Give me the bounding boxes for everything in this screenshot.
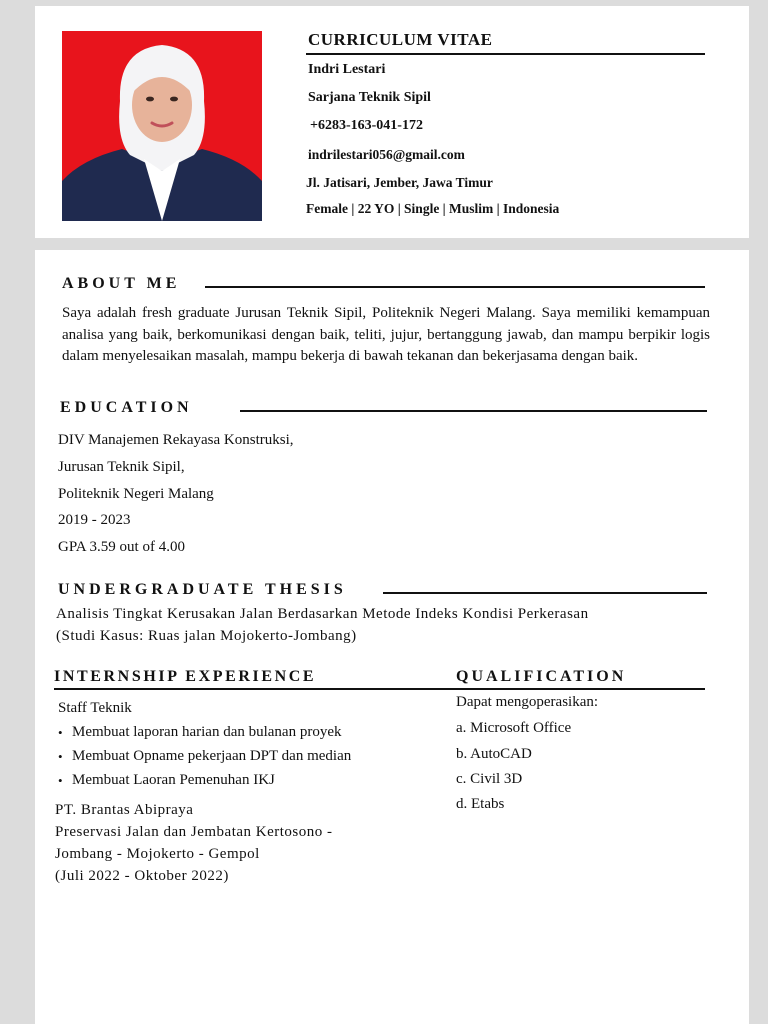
internship-task: • Membuat Opname pekerjaan DPT dan median <box>72 748 351 765</box>
title-divider <box>306 53 705 55</box>
qualification-item: d. Etabs <box>456 796 505 812</box>
thesis-case-study: (Studi Kasus: Ruas jalan Mojokerto-Jombang) <box>56 628 357 644</box>
internship-project: Jombang - Mojokerto - Gempol <box>55 846 260 862</box>
qualification-item: c. Civil 3D <box>456 771 523 787</box>
education-line: Jurusan Teknik Sipil, <box>58 459 185 475</box>
degree: Sarjana Teknik Sipil <box>308 90 431 105</box>
internship-role: Staff Teknik <box>58 700 132 716</box>
education-line: 2019 - 2023 <box>58 512 131 528</box>
qualification-heading: QUALIFICATION <box>456 668 627 685</box>
email-address: indrilestari056@gmail.com <box>308 147 465 162</box>
phone-number: +6283-163-041-172 <box>310 118 423 133</box>
about-me-heading: ABOUT ME <box>62 275 181 292</box>
qualification-intro: Dapat mengoperasikan: <box>456 694 599 710</box>
thesis-divider <box>383 592 707 594</box>
full-name: Indri Lestari <box>308 62 386 77</box>
education-heading: EDUCATION <box>60 399 193 416</box>
profile-photo <box>62 31 262 221</box>
internship-period: (Juli 2022 - Oktober 2022) <box>55 868 229 884</box>
qualification-divider <box>456 688 705 690</box>
internship-task: • Membuat Laoran Pemenuhan IKJ <box>72 772 275 789</box>
education-line: DIV Manajemen Rekayasa Konstruksi, <box>58 432 294 448</box>
internship-divider <box>54 688 464 690</box>
about-me-text: Saya adalah fresh graduate Jurusan Teknik Sipil, Politeknik Negeri Malang. Saya memiliki kemampuan analisa yang baik, berkomunikasi dengan baik, teliti, jujur, bertanggung jawab, dan mampu berpikir logis dalam menyelesaikan masalah, mampu bekerja di bawah tekanan dan bekerjasama dengan baik. <box>62 305 710 364</box>
about-me-divider <box>205 286 705 288</box>
internship-project: Preservasi Jalan dan Jembatan Kertosono - <box>55 824 333 840</box>
education-line: GPA 3.59 out of 4.00 <box>58 539 185 555</box>
thesis-heading: UNDERGRADUATE THESIS <box>58 581 347 598</box>
internship-task: • Membuat laporan harian dan bulanan proyek <box>72 724 342 741</box>
qualification-item: b. AutoCAD <box>456 746 532 762</box>
education-line: Politeknik Negeri Malang <box>58 486 214 502</box>
personal-profile: Female | 22 YO | Single | Muslim | Indonesia <box>306 201 560 216</box>
qualification-item: a. Microsoft Office <box>456 720 572 736</box>
internship-heading: INTERNSHIP EXPERIENCE <box>54 668 317 685</box>
address: Jl. Jatisari, Jember, Jawa Timur <box>306 175 493 190</box>
thesis-title: Analisis Tingkat Kerusakan Jalan Berdasarkan Metode Indeks Kondisi Perkerasan <box>56 606 589 622</box>
internship-company: PT. Brantas Abipraya <box>55 802 194 818</box>
education-divider <box>240 410 707 412</box>
cv-title: CURRICULUM VITAE <box>308 30 493 49</box>
